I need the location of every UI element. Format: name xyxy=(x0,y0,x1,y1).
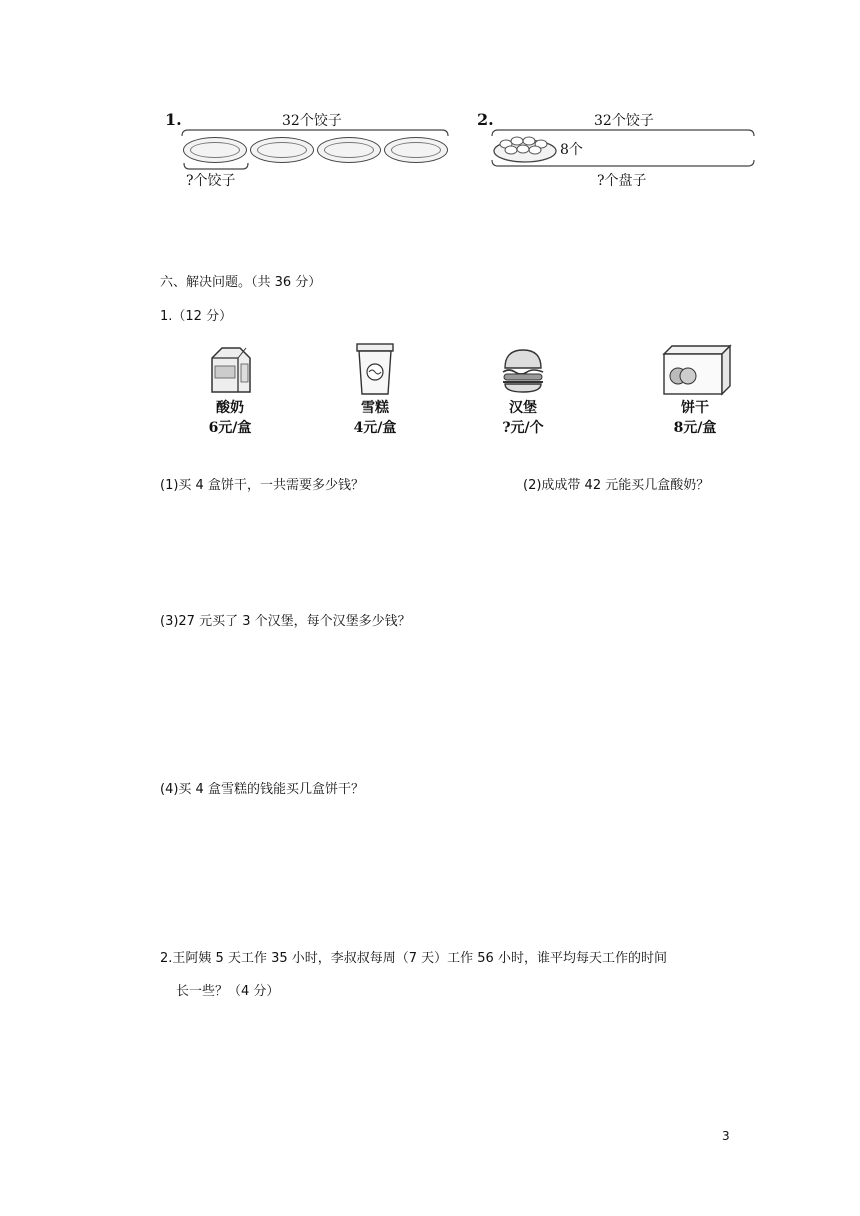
plate-icon xyxy=(183,137,247,163)
sub-question-3: (3)27 元买了 3 个汉堡，每个汉堡多少钱？ xyxy=(160,614,411,629)
product-yogurt xyxy=(185,342,275,438)
ice-cream-cup-icon xyxy=(347,342,403,398)
page-number: 3 xyxy=(722,1129,730,1143)
plate-icon xyxy=(384,137,448,163)
plate-icon xyxy=(250,137,314,163)
question-1-header: 1.（12 分） xyxy=(160,309,233,324)
product-name: 雪糕 xyxy=(361,400,389,416)
diagram-1-part-label: ?个饺子 xyxy=(186,173,236,189)
diagram-1-total-label: 32个饺子 xyxy=(282,113,342,129)
cookie-box-icon xyxy=(658,342,732,398)
diagram-1-total-brace xyxy=(180,126,450,138)
plate-icon xyxy=(317,137,381,163)
diagram-2-count-label: ?个盘子 xyxy=(597,173,647,189)
product-name: 饼干 xyxy=(681,400,709,416)
product-name: 酸奶 xyxy=(216,400,244,416)
diagram-2-count-brace xyxy=(490,158,758,170)
diagram-2-total-label: 32个饺子 xyxy=(594,113,654,129)
hamburger-icon xyxy=(495,342,551,398)
sub-question-4: (4)买 4 盒雪糕的钱能买几盒饼干？ xyxy=(160,782,364,797)
section-title: 六、解决问题。（共 36 分） xyxy=(160,275,322,290)
yogurt-carton-icon xyxy=(202,342,258,398)
product-price: 4元/盒 xyxy=(353,420,397,436)
product-ice-cream xyxy=(330,342,420,438)
product-name: 汉堡 xyxy=(509,400,537,416)
product-price: 6元/盒 xyxy=(208,420,252,436)
sub-question-1: (1)买 4 盒饼干，一共需要多少钱？ xyxy=(160,478,364,493)
diagram-1-number: 1. xyxy=(165,110,182,129)
question-2-line-2: 长一些？（4 分） xyxy=(176,984,280,999)
product-cookies xyxy=(650,342,740,438)
sub-question-2: (2)成成带 42 元能买几盒酸奶？ xyxy=(523,478,710,493)
question-2-line-1: 2.王阿姨 5 天工作 35 小时，李叔叔每周（7 天）工作 56 小时，谁平均每天工作的时间 xyxy=(160,951,667,966)
product-price: ?元/个 xyxy=(502,420,544,436)
diagram-2-number: 2. xyxy=(477,110,494,129)
diagram-2-plate-label: 8个 xyxy=(560,142,583,158)
product-hamburger xyxy=(478,342,568,438)
product-price: 8元/盒 xyxy=(673,420,717,436)
